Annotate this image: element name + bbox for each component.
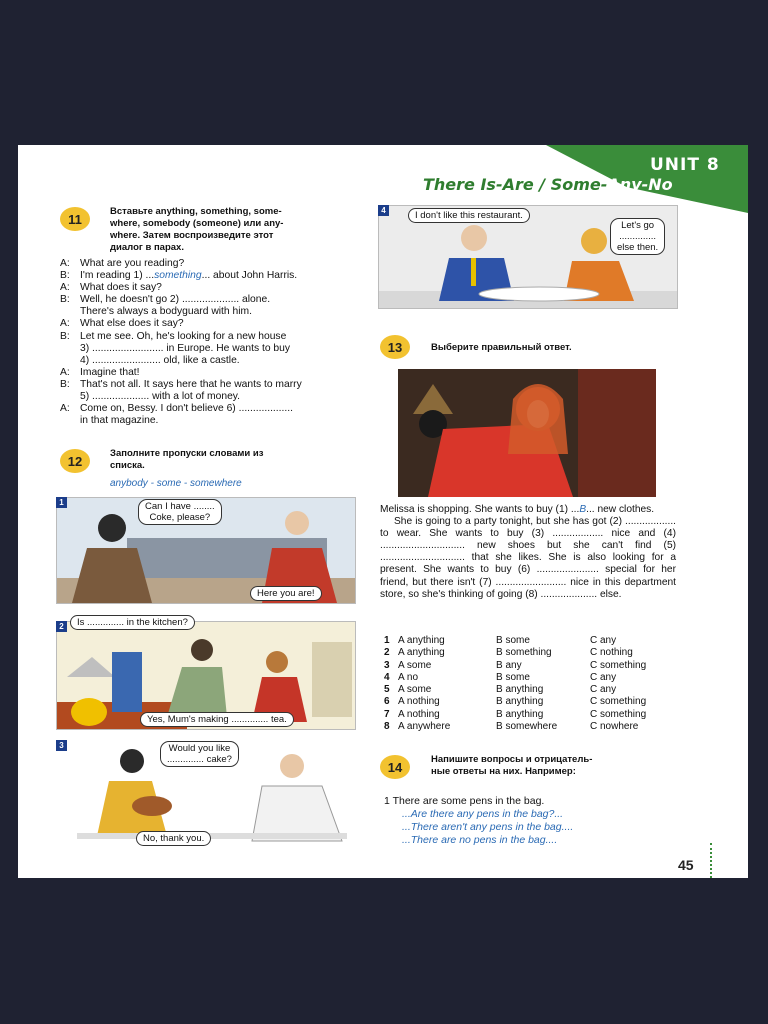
exercise-14-example: 1 There are some pens in the bag. ...Are there any pens in the bag?... ...There aren't any pens in the bag.... ...There are no pens in the bag.... [384, 795, 574, 846]
word-list: anybody - some - somewhere [110, 478, 242, 489]
picture-2-speech-bubble-answer: Yes, Mum's making .............. tea. [140, 712, 294, 727]
option-row: 8 A anywhere B somewhere C nowhere [384, 721, 639, 733]
topic-title: There Is-Are / Some-Any-No [423, 175, 673, 194]
picture-1-speech-bubble-answer: Here you are! [250, 586, 322, 601]
unit-label: UNIT 8 [650, 155, 720, 175]
page-edge-dots [710, 843, 714, 878]
exercise-13-options [384, 635, 670, 733]
exercise-13-instruction: Выберите правильный ответ. [431, 342, 572, 353]
exercise-12-instruction: Заполните пропуски словами из списка. [110, 448, 264, 471]
exercise-11-dialogue: A: What are you reading? B: I'm reading 1) ...something... about John Harris. A: What does it say? B: Well, he doesn't go 2) .................... alone. There's always a bodyguard with him. A: What else does it say? B: Let me see. Oh, he's looking for a new house 3) ......................... in Europe. He wants to buy 4) ........................ old, like a castle. A: Imagine that! B: That's not all. It says here that he wants to marry 5) .................... with a lot of money. A: Come on, Bessy. I don't believe 6) ................... in that magazine. [60, 258, 302, 427]
exercise-13-text: Melissa is shopping. She wants to buy (1) ...B... new clothes. She is going to a party tonight, but she has got (2) .................. to wear. She wants to buy (3) .................. nice and (4) .............................. new shoes but she can't find (5) .............................. that she likes. She is also looking for a present. She wants to buy (6) ...................... special for her friend, but there isn't (7) ......................... nice in this department store, so she's thinking of going (8) .................... else. [380, 504, 676, 600]
option-row: 7 A nothing B anything C something [384, 708, 647, 720]
option-row: 1 A anything B some C any [384, 635, 617, 646]
exercise-11-badge: 11 [60, 207, 90, 231]
woman-shopping-photo [398, 369, 656, 497]
exercise-11-instruction: Вставьте anything, something, some- where, somebody (someone) или any- where. Затем воспроизведите этот диалог в парах. [110, 206, 284, 253]
picture-3-speech-bubble-question: Would you like .............. cake? [160, 741, 239, 767]
shopping-photo [398, 369, 656, 497]
option-row: 3 A some B any C something [384, 659, 647, 671]
picture-4-number: 4 [378, 205, 389, 216]
option-row: 5 A some B anything C any [384, 684, 617, 696]
page-number: 45 [678, 857, 694, 873]
option-row: 2 A anything B something C nothing [384, 647, 633, 659]
picture-2-speech-bubble-question: Is .............. in the kitchen? [70, 615, 195, 630]
picture-1-speech-bubble-question: Can I have ........ Coke, please? [138, 499, 222, 525]
picture-3-speech-bubble-answer: No, thank you. [136, 831, 211, 846]
option-row: 6 A nothing B anything C something [384, 696, 647, 708]
exercise-14-instruction: Напишите вопросы и отрицатель- ные ответы на них. Например: [431, 754, 593, 777]
answer-1: B [579, 504, 587, 515]
picture-4-speech-bubble-left: I don't like this restaurant. [408, 208, 530, 223]
option-row: 4 A no B some C any [384, 671, 617, 683]
exercise-12-badge: 12 [60, 449, 90, 473]
picture-4-speech-bubble-right: Let's go .............. else then. [610, 218, 665, 255]
picture-3-number: 3 [56, 740, 67, 751]
exercise-13-badge: 13 [380, 335, 410, 359]
picture-2-number: 2 [56, 621, 67, 632]
picture-1-number: 1 [56, 497, 67, 508]
exercise-14-badge: 14 [380, 755, 410, 779]
textbook-page [18, 145, 748, 878]
